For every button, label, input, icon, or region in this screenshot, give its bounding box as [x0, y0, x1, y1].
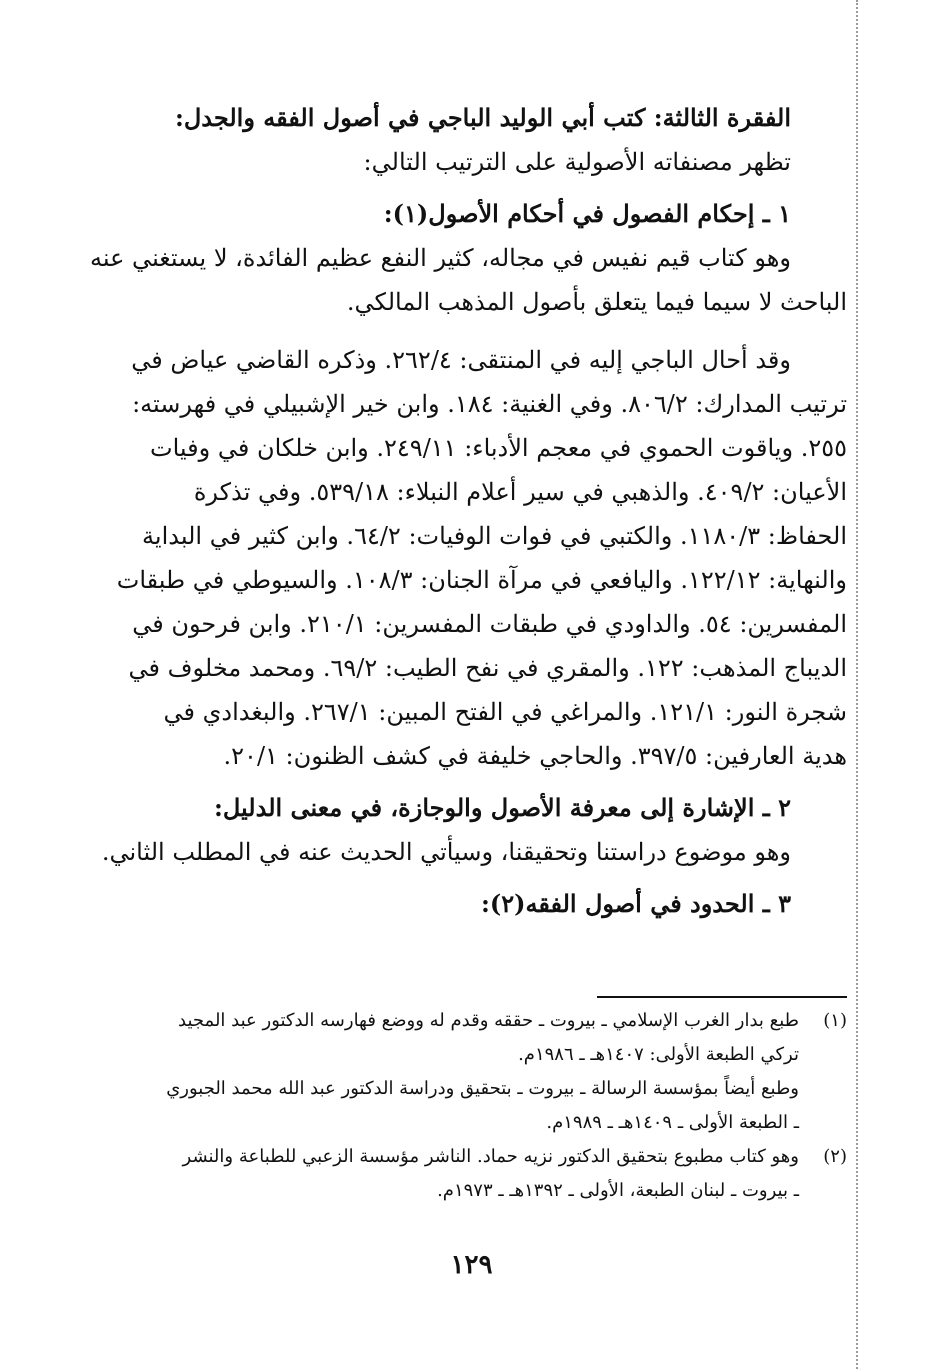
footnote-number: (٢) [823, 1146, 847, 1167]
intro-line: تظهر مصنفاته الأصولية على الترتيب التالي: [363, 148, 791, 176]
reference-line: والنهاية: ١٢٢/١٢. واليافعي في مرآة الجنان: ١٠٨/٣. والسيوطي في طبقات [116, 566, 847, 594]
footnote-separator [597, 996, 847, 998]
footnote-line: وطبع أيضاً بمؤسسة الرسالة ـ بيروت ـ بتحقيق ودراسة الدكتور عبد الله محمد الجبوري [166, 1078, 799, 1099]
reference-line: الأعيان: ٤٠٩/٢. والذهبي في سير أعلام النبلاء: ٥٣٩/١٨. وفي تذكرة [193, 478, 847, 506]
item1-title: ١ ـ إحكام الفصول في أحكام الأصول(١): [383, 199, 791, 228]
footnotes [95, 1004, 847, 1208]
footnote-number: (١) [823, 1010, 847, 1031]
item2-line: وهو موضوع دراستنا وتحقيقنا، وسيأتي الحديث عنه في المطلب الثاني. [101, 838, 791, 866]
footnote-line: ـ بيروت ـ لبنان الطبعة، الأولى ـ ١٣٩٢هـ ـ ١٩٧٣م. [437, 1180, 799, 1201]
reference-line: وقد أحال الباجي إليه في المنتقى: ٢٦٢/٤. وذكره القاضي عياض في [131, 346, 791, 374]
footnote-line: ـ الطبعة الأولى ـ ١٤٠٩هـ ـ ١٩٨٩م. [546, 1112, 799, 1133]
margin-dotted-line [856, 0, 858, 1369]
footnote-1 [95, 1004, 847, 1140]
item1-line: الباحث لا سيما فيما يتعلق بأصول المذهب المالكي. [346, 288, 847, 316]
reference-line: الديباج المذهب: ١٢٢. والمقري في نفح الطيب: ٦٩/٢. ومحمد مخلوف في [128, 654, 847, 682]
item2-title: ٢ ـ الإشارة إلى معرفة الأصول والوجازة، في معنى الدليل: [214, 793, 791, 822]
section-heading: الفقرة الثالثة: كتب أبي الوليد الباجي في أصول الفقه والجدل: [174, 103, 791, 132]
reference-line: هدية العارفين: ٣٩٧/٥. والحاجي خليفة في كشف الظنون: ٢٠/١. [223, 742, 847, 770]
reference-line: شجرة النور: ١٢١/١. والمراغي في الفتح المبين: ٢٦٧/١. والبغدادي في [163, 698, 847, 726]
footnote-line: طبع بدار الغرب الإسلامي ـ بيروت ـ حققه وقدم له ووضع فهارسه الدكتور عبد المجيد [178, 1010, 799, 1031]
reference-line: المفسرين: ٥٤. والداودي في طبقات المفسرين: ٢١٠/١. وابن فرحون في [132, 610, 847, 638]
footnote-line: تركي الطبعة الأولى: ١٤٠٧هـ ـ ١٩٨٦م. [518, 1044, 799, 1065]
footnote-line: وهو كتاب مطبوع بتحقيق الدكتور نزيه حماد. الناشر مؤسسة الزعبي للطباعة والنشر [182, 1146, 799, 1167]
item1-line: وهو كتاب قيم نفيس في مجاله، كثير النفع عظيم الفائدة، لا يستغني عنه [90, 244, 791, 272]
main-text [90, 96, 847, 926]
reference-line: ترتيب المدارك: ٨٠٦/٢. وفي الغنية: ١٨٤. وابن خير الإشبيلي في فهرسته: [132, 390, 847, 418]
page-number: ١٢٩ [450, 1250, 493, 1280]
reference-line: ٢٥٥. وياقوت الحموي في معجم الأدباء: ٢٤٩/١١. وابن خلكان في وفيات [150, 434, 847, 462]
reference-line: الحفاظ: ١١٨٠/٣. والكتبي في فوات الوفيات: ٦٤/٢. وابن كثير في البداية [142, 522, 847, 550]
item3-title: ٣ ـ الحدود في أصول الفقه(٢): [481, 889, 791, 918]
footnote-2 [95, 1140, 847, 1208]
